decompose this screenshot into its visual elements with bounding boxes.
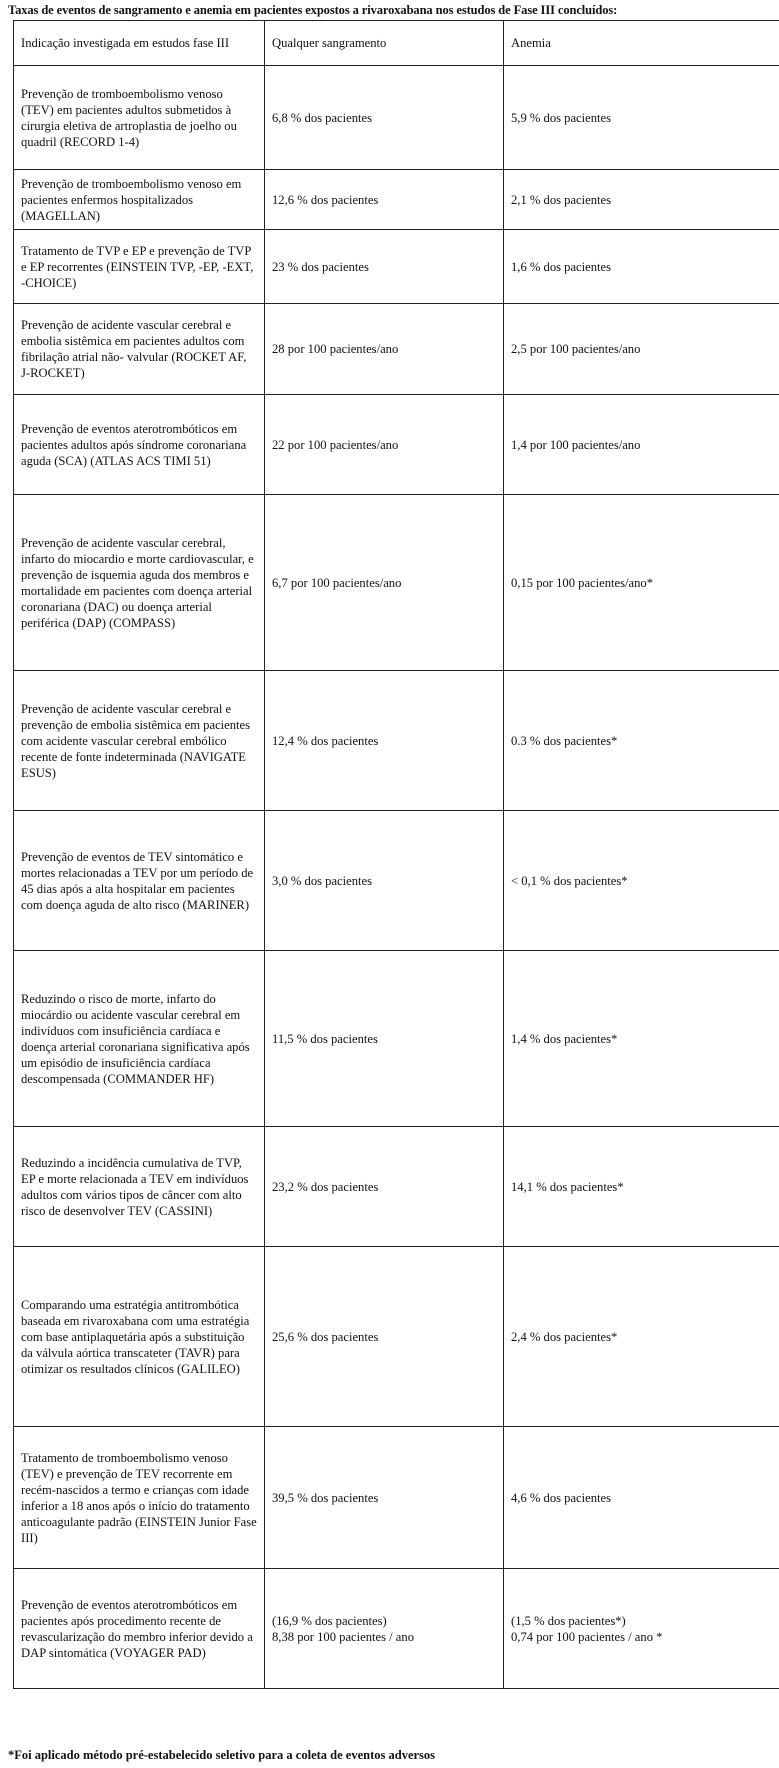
anemia-cell: 1,4 por 100 pacientes/ano bbox=[504, 395, 779, 495]
bleeding-cell: 6,7 por 100 pacientes/ano bbox=[265, 495, 504, 671]
bleeding-cell: 39,5 % dos pacientes bbox=[265, 1427, 504, 1569]
bleeding-cell: 28 por 100 pacientes/ano bbox=[265, 304, 504, 395]
table-row bbox=[14, 170, 779, 230]
header-bleeding: Qualquer sangramento bbox=[265, 21, 504, 66]
adverse-events-table bbox=[13, 20, 779, 1689]
table-row bbox=[14, 1427, 779, 1569]
bleeding-cell: 12,6 % dos pacientes bbox=[265, 170, 504, 230]
anemia-cell: 4,6 % dos pacientes bbox=[504, 1427, 779, 1569]
indication-cell: Tratamento de TVP e EP e prevenção de TVP e EP recorrentes (EINSTEIN TVP, -EP, -EXT, -CHOICE) bbox=[14, 230, 265, 304]
indication-cell: Reduzindo a incidência cumulativa de TVP, EP e morte relacionada a TEV em indivíduos adultos com vários tipos de câncer com alto risco de desenvolver TEV (CASSINI) bbox=[14, 1127, 265, 1247]
table-row bbox=[14, 230, 779, 304]
table-row bbox=[14, 66, 779, 170]
anemia-cell: 1,6 % dos pacientes bbox=[504, 230, 779, 304]
indication-cell: Prevenção de eventos de TEV sintomático e mortes relacionadas a TEV por um período de 45 dias após a alta hospitalar em pacientes com doença aguda de alto risco (MARINER) bbox=[14, 811, 265, 951]
table-row bbox=[14, 951, 779, 1127]
anemia-cell: 2,5 por 100 pacientes/ano bbox=[504, 304, 779, 395]
header-indication: Indicação investigada em estudos fase III bbox=[14, 21, 265, 66]
bleeding-cell: 12,4 % dos pacientes bbox=[265, 671, 504, 811]
bleeding-cell bbox=[265, 1569, 504, 1689]
indication-cell: Tratamento de tromboembolismo venoso (TEV) e prevenção de TEV recorrente em recém-nascidos a termo e crianças com idade inferior a 18 anos após o início do tratamento anticoagulante padrão (EINSTEIN Junior Fase III) bbox=[14, 1427, 265, 1569]
anemia-cell: < 0,1 % dos pacientes* bbox=[504, 811, 779, 951]
anemia-cell: 14,1 % dos pacientes* bbox=[504, 1127, 779, 1247]
bleeding-cell: 6,8 % dos pacientes bbox=[265, 66, 504, 170]
anemia-cell: 0,15 por 100 pacientes/ano* bbox=[504, 495, 779, 671]
table-row bbox=[14, 1569, 779, 1689]
table-title: Taxas de eventos de sangramento e anemia em pacientes expostos a rivaroxabana nos estudos de Fase III concluídos: bbox=[8, 3, 618, 17]
bleeding-cell: 11,5 % dos pacientes bbox=[265, 951, 504, 1127]
header-anemia: Anemia bbox=[504, 21, 779, 66]
indication-cell: Prevenção de tromboembolismo venoso em pacientes enfermos hospitalizados (MAGELLAN) bbox=[14, 170, 265, 230]
anemia-rate: 0,74 por 100 pacientes / ano * bbox=[511, 1629, 663, 1644]
indication-cell: Prevenção de eventos aterotrombóticos em pacientes adultos após síndrome coronariana aguda (SCA) (ATLAS ACS TIMI 51) bbox=[14, 395, 265, 495]
anemia-cell: 1,4 % dos pacientes* bbox=[504, 951, 779, 1127]
anemia-cell: 2,1 % dos pacientes bbox=[504, 170, 779, 230]
bleeding-cell: 22 por 100 pacientes/ano bbox=[265, 395, 504, 495]
anemia-cell: 2,4 % dos pacientes* bbox=[504, 1247, 779, 1427]
indication-cell: Prevenção de acidente vascular cerebral e prevenção de embolia sistêmica em pacientes com acidente vascular cerebral embólico recente de fonte indeterminada (NAVIGATE ESUS) bbox=[14, 671, 265, 811]
table-row bbox=[14, 811, 779, 951]
indication-cell: Comparando uma estratégia antitrombótica baseada em rivaroxabana com uma estratégia com base antiplaquetária após a substituição da válvula aórtica transcateter (TAVR) para otimizar os resultados clínicos (GALILEO) bbox=[14, 1247, 265, 1427]
bleeding-cell: 23,2 % dos pacientes bbox=[265, 1127, 504, 1247]
table-row bbox=[14, 395, 779, 495]
table-row bbox=[14, 1247, 779, 1427]
table-row bbox=[14, 304, 779, 395]
indication-cell: Reduzindo o risco de morte, infarto do miocárdio ou acidente vascular cerebral em indivíduos com insuficiência cardíaca e doença arterial coronariana significativa após um episódio de insuficiência cardíaca descompensada (COMMANDER HF) bbox=[14, 951, 265, 1127]
table-row bbox=[14, 1127, 779, 1247]
indication-cell: Prevenção de tromboembolismo venoso (TEV) em pacientes adultos submetidos à cirurgia eletiva de artroplastia de joelho ou quadril (RECORD 1-4) bbox=[14, 66, 265, 170]
bleeding-cell: 3,0 % dos pacientes bbox=[265, 811, 504, 951]
table-header-row bbox=[14, 21, 779, 66]
bleeding-rate: 8,38 por 100 pacientes / ano bbox=[272, 1629, 414, 1644]
bleeding-cell: 25,6 % dos pacientes bbox=[265, 1247, 504, 1427]
anemia-cell: 5,9 % dos pacientes bbox=[504, 66, 779, 170]
anemia-percent: (1,5 % dos pacientes*) bbox=[511, 1613, 626, 1628]
footnote: *Foi aplicado método pré-estabelecido seletivo para a coleta de eventos adversos bbox=[8, 1748, 436, 1762]
indication-cell: Prevenção de acidente vascular cerebral e embolia sistêmica em pacientes adultos com fibrilação atrial não- valvular (ROCKET AF, J-ROCKET) bbox=[14, 304, 265, 395]
anemia-cell: 0.3 % dos pacientes* bbox=[504, 671, 779, 811]
table-row bbox=[14, 495, 779, 671]
bleeding-cell: 23 % dos pacientes bbox=[265, 230, 504, 304]
indication-cell: Prevenção de acidente vascular cerebral, infarto do miocardio e morte cardiovascular, e prevenção de isquemia aguda dos membros e mortalidade em pacientes com doença arterial coronariana (DAC) ou doença arterial periférica (DAP) (COMPASS) bbox=[14, 495, 265, 671]
anemia-cell bbox=[504, 1569, 779, 1689]
indication-cell: Prevenção de eventos aterotrombóticos em pacientes após procedimento recente de revascularização do membro inferior devido a DAP sintomática (VOYAGER PAD) bbox=[14, 1569, 265, 1689]
bleeding-percent: (16,9 % dos pacientes) bbox=[272, 1613, 387, 1628]
table-row bbox=[14, 671, 779, 811]
